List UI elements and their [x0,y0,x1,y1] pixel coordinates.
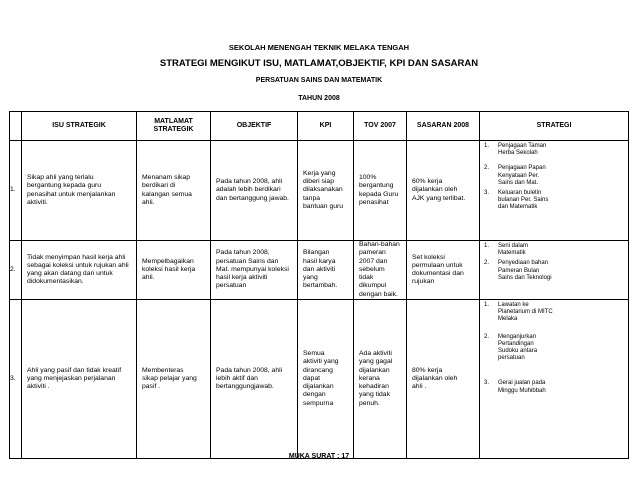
list-number: 1. [484,302,490,308]
kpi-text: Bilangan hasil karya dan aktiviti yang bertambah. [303,249,338,290]
matlamat-cell [137,300,211,459]
list-item [482,260,626,282]
strategi-list [480,243,628,282]
header-cell: MATLAMAT STRATEGIK [137,112,211,141]
kpi-cell [298,141,354,241]
header-cell: KPI [298,112,354,141]
list-item [482,243,626,257]
objektif-text: Pada tahun 2008, ahli lebih aktif dan bertanggungjawab. [216,366,283,391]
list-text: Lawatan ke Planetarium di MITC Melaka [498,302,553,323]
list-text: Penjagaan Papan Kenyataan Per. Sains dan Mat. [498,165,546,186]
strategi-list [480,302,628,395]
list-text: Gerai jualan pada Minggu Muhibbah [498,380,546,394]
header-cell: OBJEKTIF [211,112,298,141]
isu-text: Ahli yang pasif dan tidak kreatif yang menjejaskan perjalanan aktiviti . [27,366,122,391]
tov-cell [354,241,407,300]
matlamat-text: Mempelbagaikan koleksi hasil kerja ahli. [142,257,196,282]
strategi-cell [480,141,629,241]
tov-text: Bahan-bahan pameran 2007 dan sebelum tidak dikumpul dengan baik. [359,241,400,298]
tov-text: 100% bergantung kepada Guru penasihat [359,174,399,206]
isu-cell [22,241,137,300]
isu-cell [22,300,137,459]
kpi-text: Kerja yang diberi siap dilaksanakan tanpa bantuan guru [303,169,344,210]
page-number: MUKA SURAT : 17 [288,453,350,460]
objektif-cell [211,241,298,300]
list-text: Menganjurkan Pertandingan Sudoku antara persatuan [498,333,538,362]
document-year: TAHUN 2008 [298,95,340,102]
header-cell: ISU STRATEGIK [22,112,137,141]
header-cell: STRATEGI [480,112,629,141]
strategi-cell [480,241,629,300]
isu-text: Sikap ahli yang terlalu bergantung kepada guru penasihat untuk menjalankan aktiviti. [27,174,116,206]
header-cell: TOV 2007 [354,112,407,141]
kpi-text: Semua aktiviti yang dirancang dapat dijalankan dengan sempurna [303,350,339,407]
strategi-list [480,143,628,212]
list-number: 2. [484,260,490,267]
list-text: Penjagaan Taman Herba Sekolah [498,143,547,157]
list-item [482,190,626,212]
table-row [10,241,629,300]
table-header-row [10,112,629,141]
sasaran-cell [407,300,480,459]
objektif-cell [211,141,298,241]
list-number: 3. [484,380,490,387]
row-number: 3. [10,300,22,459]
list-text: Penyediaan bahan Pameran Bulan Sains dan Teknologi [498,260,552,281]
list-number: 2. [484,165,490,172]
list-item [482,334,626,363]
school-name: SEKOLAH MENENGAH TEKNIK MELAKA TENGAH [228,43,410,52]
list-item [482,165,626,187]
list-number: 1. [484,143,490,149]
table-row [10,141,629,241]
sasaran-cell [407,141,480,241]
kpi-cell [298,241,354,300]
matlamat-cell [137,141,211,241]
tov-cell [354,141,407,241]
matlamat-cell [137,241,211,300]
tov-cell [354,300,407,459]
strategi-cell [480,300,629,459]
matlamat-text: Menanam sikap berdikari di kalangan semua ahli. [142,174,192,206]
isu-cell [22,141,137,241]
document-title: STRATEGI MENGIKUT ISU, MATLAMAT,OBJEKTIF, KPI DAN SASARAN [159,58,479,69]
list-number: 3. [484,190,490,197]
header-cell: SASARAN 2008 [407,112,480,141]
strategy-table [9,111,629,459]
header-cell-empty [10,112,22,141]
sasaran-cell [407,241,480,300]
sasaran-text: 60% kerja dijalankan oleh AJK yang terlibat. [412,178,466,202]
row-number: 2. [10,241,22,300]
objektif-cell [211,300,298,459]
document-subtitle: PERSATUAN SAINS DAN MATEMATIK [255,77,383,84]
list-number: 1. [484,243,490,249]
sasaran-text: Set koleksi permulaan untuk dokumentasi dan rujukan [412,253,464,286]
list-number: 2. [484,333,490,340]
list-item [482,302,626,324]
isu-text: Tidak menyimpan hasil kerja ahli sebagai koleksi untuk rujukan ahli yang akan datang dan untuk didokumentasikan. [27,253,129,286]
list-text: Keluaran buletin bulanan Per. Sains dan Matematik [498,190,549,211]
list-item [482,143,626,157]
sasaran-text: 80% kerja dijalankan oleh ahli . [412,366,458,391]
list-text: Seni dalam Matematik [498,243,529,257]
row-number: 1. [10,141,22,241]
kpi-cell [298,300,354,459]
objektif-text: Pada tahun 2008, ahli adalah lebih berdikari dan bertanggung jawab. [216,178,289,202]
table-row [10,300,629,459]
matlamat-text: Membenteras sikap pelajar yang pasif . [142,366,197,391]
list-item [482,380,626,394]
objektif-text: Pada tahun 2008, persatuan Sains dan Mat. mempunyai koleksi hasil kerja aktiviti persatuan [216,249,289,290]
tov-text: Ada aktiviti yang gagal dijalankan kerana kehadiran yang tidak penuh. [359,350,393,407]
